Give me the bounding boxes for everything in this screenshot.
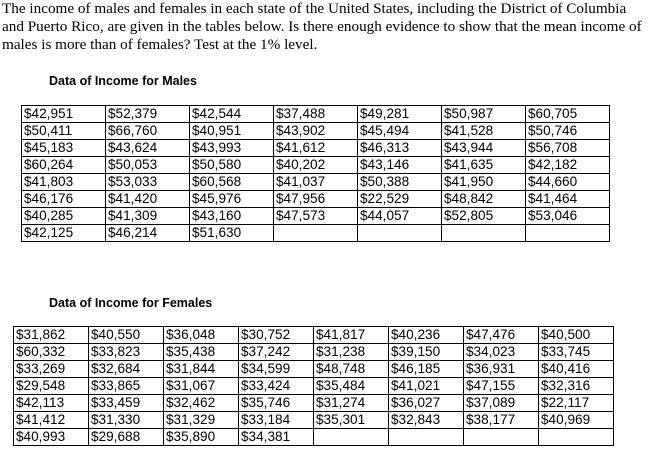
females-table-row [14, 412, 614, 429]
males-income-cell: $47,573 [274, 208, 358, 225]
males-income-cell: $41,612 [274, 140, 358, 157]
females-income-cell: $33,184 [239, 412, 314, 429]
females-income-cell [539, 429, 614, 446]
males-income-cell: $50,987 [442, 106, 526, 123]
males-table-row [22, 191, 610, 208]
males-income-cell: $43,624 [106, 140, 190, 157]
males-income-cell [442, 225, 526, 242]
males-income-cell: $40,202 [274, 157, 358, 174]
females-income-cell: $36,931 [464, 361, 539, 378]
males-income-cell: $44,057 [358, 208, 442, 225]
females-income-cell: $31,238 [314, 344, 389, 361]
females-income-cell: $22,117 [539, 395, 614, 412]
males-income-cell: $46,313 [358, 140, 442, 157]
females-income-cell: $41,817 [314, 327, 389, 344]
females-income-cell: $36,048 [164, 327, 239, 344]
males-income-cell: $41,635 [442, 157, 526, 174]
females-income-cell: $40,236 [389, 327, 464, 344]
males-income-cell: $56,708 [526, 140, 610, 157]
females-income-cell: $48,748 [314, 361, 389, 378]
males-table-row [22, 225, 610, 242]
males-income-cell: $50,411 [22, 123, 106, 140]
males-income-cell: $42,544 [190, 106, 274, 123]
females-table-row [14, 395, 614, 412]
females-income-cell: $35,746 [239, 395, 314, 412]
females-income-cell: $33,424 [239, 378, 314, 395]
males-income-cell: $42,182 [526, 157, 610, 174]
males-table-row [22, 157, 610, 174]
females-income-cell [389, 429, 464, 446]
females-income-table [13, 326, 614, 446]
males-income-cell: $40,285 [22, 208, 106, 225]
males-income-cell: $41,309 [106, 208, 190, 225]
males-income-cell: $60,568 [190, 174, 274, 191]
females-table-row [14, 361, 614, 378]
females-income-cell: $40,993 [14, 429, 89, 446]
males-income-cell: $43,993 [190, 140, 274, 157]
males-income-cell: $60,705 [526, 106, 610, 123]
males-income-cell: $41,803 [22, 174, 106, 191]
females-income-cell: $30,752 [239, 327, 314, 344]
males-income-cell: $45,494 [358, 123, 442, 140]
females-income-cell [464, 429, 539, 446]
females-income-cell: $29,688 [89, 429, 164, 446]
males-income-cell: $42,125 [22, 225, 106, 242]
males-income-cell: $41,528 [442, 123, 526, 140]
females-income-cell: $34,381 [239, 429, 314, 446]
males-income-cell: $60,264 [22, 157, 106, 174]
females-table-row [14, 378, 614, 395]
males-income-cell: $22,529 [358, 191, 442, 208]
females-income-cell: $40,550 [89, 327, 164, 344]
males-income-cell: $50,053 [106, 157, 190, 174]
males-income-cell: $50,388 [358, 174, 442, 191]
males-income-cell: $41,420 [106, 191, 190, 208]
females-income-cell: $32,462 [164, 395, 239, 412]
males-income-cell: $53,046 [526, 208, 610, 225]
males-table-body [22, 106, 610, 242]
males-income-cell: $52,379 [106, 106, 190, 123]
females-table-row [14, 327, 614, 344]
females-income-cell [314, 429, 389, 446]
females-income-cell: $31,844 [164, 361, 239, 378]
females-income-cell: $32,684 [89, 361, 164, 378]
males-income-cell: $52,805 [442, 208, 526, 225]
males-income-cell: $41,464 [526, 191, 610, 208]
females-income-cell: $46,185 [389, 361, 464, 378]
females-income-cell: $41,021 [389, 378, 464, 395]
females-income-cell: $42,113 [14, 395, 89, 412]
females-income-cell: $47,476 [464, 327, 539, 344]
females-income-cell: $37,242 [239, 344, 314, 361]
females-income-cell: $37,089 [464, 395, 539, 412]
males-income-cell: $45,976 [190, 191, 274, 208]
females-income-cell: $39,150 [389, 344, 464, 361]
males-income-cell: $49,281 [358, 106, 442, 123]
males-table-row [22, 174, 610, 191]
females-income-cell: $60,332 [14, 344, 89, 361]
males-income-cell: $47,956 [274, 191, 358, 208]
males-income-cell: $43,160 [190, 208, 274, 225]
females-income-cell: $40,416 [539, 361, 614, 378]
males-income-cell: $50,746 [526, 123, 610, 140]
males-income-cell: $43,902 [274, 123, 358, 140]
females-income-cell: $31,862 [14, 327, 89, 344]
females-income-cell: $29,548 [14, 378, 89, 395]
females-income-cell: $35,484 [314, 378, 389, 395]
males-income-cell: $48,842 [442, 191, 526, 208]
females-income-cell: $34,599 [239, 361, 314, 378]
females-income-cell: $31,067 [164, 378, 239, 395]
females-table-row [14, 344, 614, 361]
males-income-cell: $42,951 [22, 106, 106, 123]
females-income-cell: $31,329 [164, 412, 239, 429]
males-table-row [22, 123, 610, 140]
females-income-cell: $38,177 [464, 412, 539, 429]
females-income-cell: $36,027 [389, 395, 464, 412]
females-income-cell: $35,301 [314, 412, 389, 429]
problem-statement: The income of males and females in each state of the United States, including the District of Columbia and Puerto Rico, are given in the tables below. Is there enough evidence to show that the mean income of males is more than of females? Test at the 1% level. [2, 0, 642, 53]
males-income-cell: $51,630 [190, 225, 274, 242]
females-income-cell: $35,890 [164, 429, 239, 446]
females-income-cell: $34,023 [464, 344, 539, 361]
females-table-caption: Data of Income for Females [49, 296, 213, 310]
females-income-cell: $31,330 [89, 412, 164, 429]
females-income-cell: $33,823 [89, 344, 164, 361]
males-income-cell: $43,146 [358, 157, 442, 174]
males-income-cell: $46,176 [22, 191, 106, 208]
females-income-cell: $40,969 [539, 412, 614, 429]
males-income-cell [274, 225, 358, 242]
males-income-cell: $41,950 [442, 174, 526, 191]
males-income-cell: $44,660 [526, 174, 610, 191]
females-income-cell: $31,274 [314, 395, 389, 412]
males-income-cell: $41,037 [274, 174, 358, 191]
males-income-cell: $40,951 [190, 123, 274, 140]
males-table-row [22, 208, 610, 225]
females-income-cell: $41,412 [14, 412, 89, 429]
males-table-row [22, 140, 610, 157]
males-income-cell: $43,944 [442, 140, 526, 157]
males-income-cell: $46,214 [106, 225, 190, 242]
males-income-cell: $66,760 [106, 123, 190, 140]
males-table-caption: Data of Income for Males [49, 74, 197, 88]
females-income-cell: $35,438 [164, 344, 239, 361]
males-income-cell: $53,033 [106, 174, 190, 191]
males-income-cell: $50,580 [190, 157, 274, 174]
females-income-cell: $40,500 [539, 327, 614, 344]
males-income-cell [526, 225, 610, 242]
males-income-table [21, 105, 610, 242]
females-income-cell: $33,865 [89, 378, 164, 395]
males-income-cell: $37,488 [274, 106, 358, 123]
females-table-row [14, 429, 614, 446]
females-income-cell: $33,745 [539, 344, 614, 361]
males-income-cell [358, 225, 442, 242]
males-income-cell: $45,183 [22, 140, 106, 157]
females-income-cell: $47,155 [464, 378, 539, 395]
females-income-cell: $33,269 [14, 361, 89, 378]
males-table-row [22, 106, 610, 123]
females-income-cell: $32,843 [389, 412, 464, 429]
females-income-cell: $32,316 [539, 378, 614, 395]
females-income-cell: $33,459 [89, 395, 164, 412]
females-table-body [14, 327, 614, 446]
